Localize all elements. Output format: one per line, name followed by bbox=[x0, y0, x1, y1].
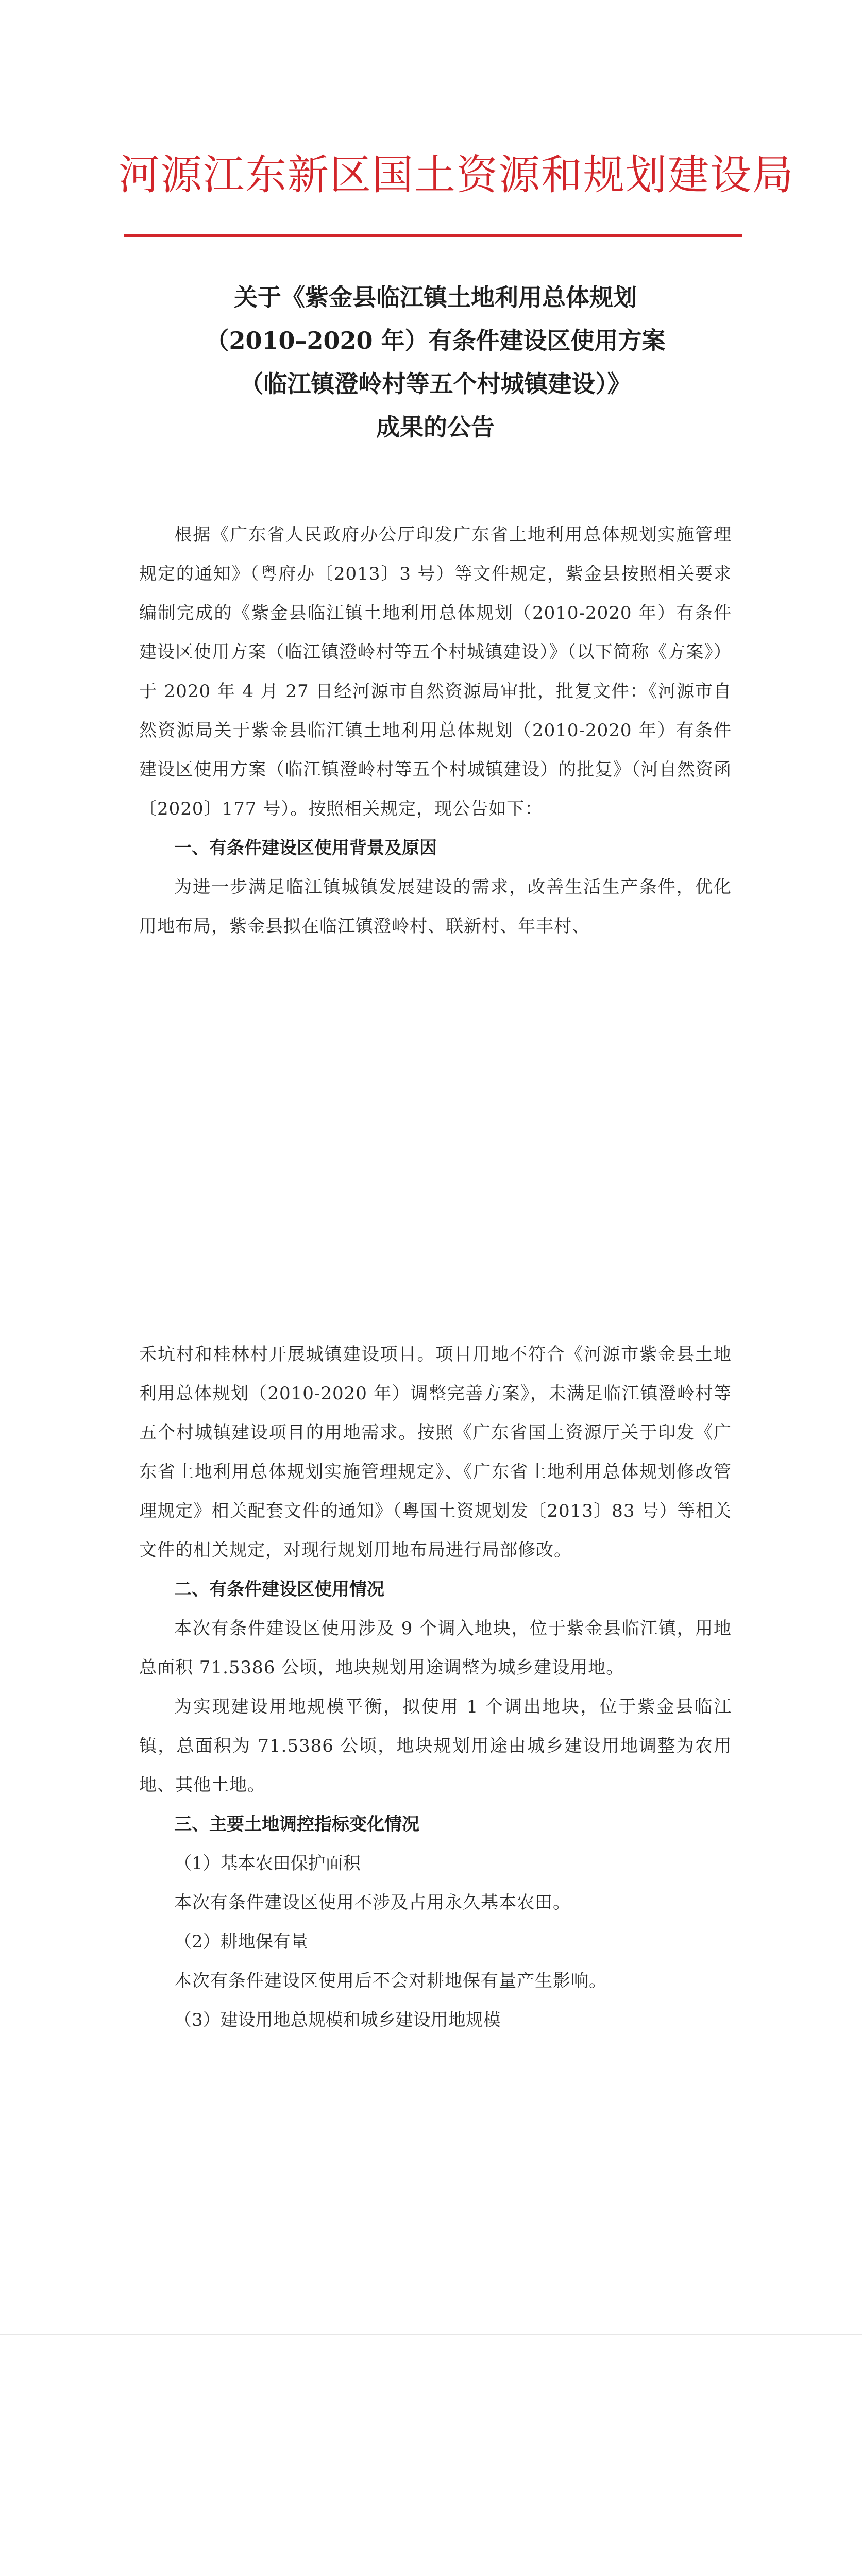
section-3-sub-1-text: 本次有条件建设区使用不涉及占用永久基本农田。 bbox=[174, 1892, 571, 1913]
page-3 bbox=[0, 2489, 862, 2576]
page-gap-2 bbox=[0, 2334, 862, 2490]
section-2-paragraph-1: 本次有条件建设区使用涉及 9 个调入地块，位于紫金县临江镇，用地总面积 71.5386 公顷，地块规划用途调整为城乡建设用地。 bbox=[139, 1618, 732, 1678]
section-2-paragraph-2: 为实现建设用地规模平衡，拟使用 1 个调出地块，位于紫金县临江镇，总面积为 71.5386 公顷，地块规划用途由城乡建设用地调整为农用地、其他土地。 bbox=[139, 1697, 732, 1795]
section-3-sub-2: （2）耕地保有量 bbox=[174, 1931, 308, 1952]
page-2-body bbox=[139, 1335, 732, 2040]
section-3-sub-1: （1）基本农田保护面积 bbox=[174, 1853, 361, 1874]
document-title bbox=[139, 276, 732, 449]
section-1-heading: 一、有条件建设区使用背景及原因 bbox=[174, 838, 437, 858]
title-line-1: 关于《紫金县临江镇土地利用总体规划 bbox=[234, 283, 637, 311]
section-2-heading: 二、有条件建设区使用情况 bbox=[174, 1579, 384, 1600]
section-3-heading: 三、主要土地调控指标变化情况 bbox=[174, 1814, 419, 1835]
title-line-3: （临江镇澄岭村等五个村城镇建设）》 bbox=[240, 370, 631, 398]
section-3-sub-3: （3）建设用地总规模和城乡建设用地规模 bbox=[174, 2010, 501, 2030]
page-2 bbox=[0, 1294, 862, 2334]
org-header-title: 河源江东新区国土资源和规划建设局 bbox=[119, 151, 795, 199]
title-line-2: （2010–2020 年）有条件建设区使用方案 bbox=[205, 327, 666, 354]
section-1-paragraph-start: 为进一步满足临江镇城镇发展建设的需求，改善生活生产条件，优化用地布局，紫金县拟在临江镇澄岭村、联新村、年丰村、 bbox=[139, 877, 732, 937]
section-1-paragraph-cont: 禾坑村和桂林村开展城镇建设项目。项目用地不符合《河源市紫金县土地利用总体规划（2010-2020 年）调整完善方案》，未满足临江镇澄岭村等五个村城镇建设项目的用地需求。按照《广东省国土资源厅关于印发《广东省土地利用总体规划实施管理规定》、《广东省土地利用总体规划修改管理规定》相关配套文件的通知》（粤国土资规划发〔2013〕83 号）等相关文件的相关规定，对现行规划用地布局进行局部修改。 bbox=[139, 1344, 732, 1561]
header-red-rule bbox=[124, 234, 742, 237]
page-gap-1 bbox=[0, 1139, 862, 1294]
intro-paragraph: 根据《广东省人民政府办公厅印发广东省土地利用总体规划实施管理规定的通知》（粤府办〔2013〕3 号）等文件规定，紫金县按照相关要求编制完成的《紫金县临江镇土地利用总体规划（2010-2020 年）有条件建设区使用方案（临江镇澄岭村等五个村城镇建设）》（以下简称《方案》）于 2020 年 4 月 27 日经河源市自然资源局审批，批复文件：《河源市自然资源局关于紫金县临江镇土地利用总体规划（2010-2020 年）有条件建设区使用方案（临江镇澄岭村等五个村城镇建设）的批复》（河自然资函〔2020〕177 号）。按照相关规定，现公告如下： bbox=[139, 524, 732, 819]
title-line-4: 成果的公告 bbox=[376, 413, 495, 441]
page-1 bbox=[0, 0, 862, 1139]
page-1-body bbox=[139, 515, 732, 946]
section-3-sub-2-text: 本次有条件建设区使用后不会对耕地保有量产生影响。 bbox=[174, 1971, 607, 1991]
